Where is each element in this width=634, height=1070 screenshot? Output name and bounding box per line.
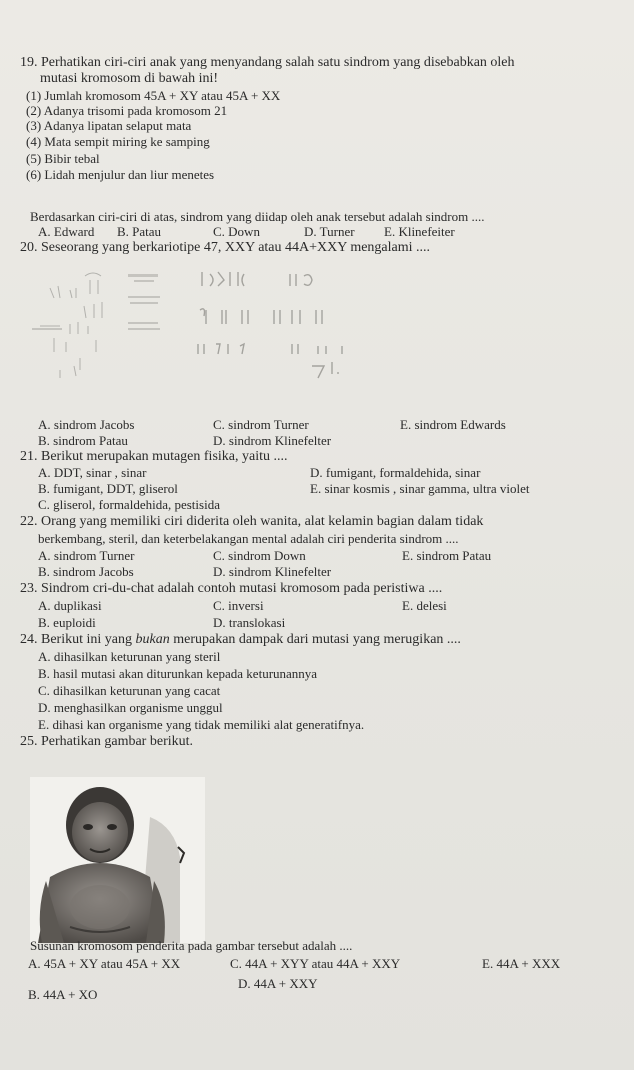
chromosome-sketch bbox=[192, 266, 392, 386]
q23-option-c[interactable]: C. inversi bbox=[213, 598, 264, 613]
q23-option-b[interactable]: B. euploidi bbox=[38, 615, 96, 630]
q21-option-c[interactable]: C. gliserol, formaldehida, pestisida bbox=[38, 497, 220, 512]
q25-option-d[interactable]: D. 44A + XXY bbox=[238, 976, 318, 991]
q19-item-2: (2) Adanya trisomi pada kromosom 21 bbox=[26, 103, 228, 118]
q21-stem: 21. Berikut merupakan mutagen fisika, yaitu .... bbox=[20, 449, 288, 464]
q19-item-5: (5) Bibir tebal bbox=[26, 151, 100, 166]
q24-stem-emphasis: bukan bbox=[135, 632, 170, 647]
q21-option-b[interactable]: B. fumigant, DDT, gliserol bbox=[38, 481, 178, 496]
q25-option-a[interactable]: A. 45A + XY atau 45A + XX bbox=[28, 956, 181, 971]
q24-option-d[interactable]: D. menghasilkan organisme unggul bbox=[38, 700, 223, 715]
q25-prompt: Susunan kromosom penderita pada gambar tersebut adalah .... bbox=[30, 938, 353, 953]
q24-stem-post: merupakan dampak dari mutasi yang merugikan .... bbox=[169, 632, 461, 647]
q22-stem-line2: berkembang, steril, dan keterbelakangan mental adalah ciri penderita sindrom .... bbox=[38, 531, 459, 546]
karyotype-figure bbox=[30, 266, 180, 391]
q19-option-c[interactable]: C. Down bbox=[213, 224, 260, 239]
q19-prompt: Berdasarkan ciri-ciri di atas, sindrom yang diidap oleh anak tersebut adalah sindrom .... bbox=[30, 209, 485, 224]
q19-option-d[interactable]: D. Turner bbox=[304, 224, 355, 239]
q25-option-b[interactable]: B. 44A + XO bbox=[28, 987, 98, 1002]
q22-option-a[interactable]: A. sindrom Turner bbox=[38, 548, 135, 563]
q20-option-a[interactable]: A. sindrom Jacobs bbox=[38, 417, 135, 432]
q22-stem-line1: 22. Orang yang memiliki ciri diderita oleh wanita, alat kelamin bagian dalam tidak bbox=[20, 514, 484, 529]
q19-stem-line1: 19. Perhatikan ciri-ciri anak yang menyandang salah satu sindrom yang disebabkan oleh bbox=[20, 55, 515, 70]
q23-stem: 23. Sindrom cri-du-chat adalah contoh mutasi kromosom pada peristiwa .... bbox=[20, 581, 443, 596]
q19-option-a[interactable]: A. Edward bbox=[38, 224, 95, 239]
q25-stem: 25. Perhatikan gambar berikut. bbox=[20, 734, 194, 749]
q19-item-6: (6) Lidah menjulur dan liur menetes bbox=[26, 167, 215, 182]
q19-option-e[interactable]: E. Klinefeiter bbox=[384, 224, 455, 239]
child-photo bbox=[30, 777, 205, 943]
q19-option-b[interactable]: B. Patau bbox=[117, 224, 162, 239]
q21-option-e[interactable]: E. sinar kosmis , sinar gamma, ultra violet bbox=[310, 481, 530, 496]
q24-stem-pre: 24. Berikut ini yang bbox=[20, 632, 136, 647]
q22-option-d[interactable]: D. sindrom Klinefelter bbox=[213, 564, 332, 579]
q19-item-4: (4) Mata sempit miring ke samping bbox=[26, 134, 210, 149]
q25-option-e[interactable]: E. 44A + XXX bbox=[482, 956, 561, 971]
q25-option-c[interactable]: C. 44A + XYY atau 44A + XXY bbox=[230, 956, 401, 971]
q19-stem-line2: mutasi kromosom di bawah ini! bbox=[40, 71, 219, 86]
q22-option-e[interactable]: E. sindrom Patau bbox=[402, 548, 492, 563]
q20-option-e[interactable]: E. sindrom Edwards bbox=[400, 417, 506, 432]
q24-option-b[interactable]: B. hasil mutasi akan diturunkan kepada keturunannya bbox=[38, 666, 318, 681]
q24-option-c[interactable]: C. dihasilkan keturunan yang cacat bbox=[38, 683, 221, 698]
q20-stem: 20. Seseorang yang berkariotipe 47, XXY atau 44A+XXY mengalami .... bbox=[20, 240, 431, 255]
q21-option-d[interactable]: D. fumigant, formaldehida, sinar bbox=[310, 465, 481, 480]
q21-option-a[interactable]: A. DDT, sinar , sinar bbox=[38, 465, 147, 480]
q23-option-d[interactable]: D. translokasi bbox=[213, 615, 286, 630]
q22-option-c[interactable]: C. sindrom Down bbox=[213, 548, 306, 563]
q20-option-c[interactable]: C. sindrom Turner bbox=[213, 417, 309, 432]
q22-option-b[interactable]: B. sindrom Jacobs bbox=[38, 564, 134, 579]
q19-item-3: (3) Adanya lipatan selaput mata bbox=[26, 118, 192, 133]
q24-option-e[interactable]: E. dihasi kan organisme yang tidak memiliki alat generatifnya. bbox=[38, 717, 365, 732]
q23-option-a[interactable]: A. duplikasi bbox=[38, 598, 102, 613]
q19-item-1: (1) Jumlah kromosom 45A + XY atau 45A + XX bbox=[26, 88, 281, 103]
q20-option-d[interactable]: D. sindrom Klinefelter bbox=[213, 433, 332, 448]
q20-option-b[interactable]: B. sindrom Patau bbox=[38, 433, 128, 448]
q24-stem bbox=[20, 633, 461, 647]
q24-option-a[interactable]: A. dihasilkan keturunan yang steril bbox=[38, 649, 221, 664]
q23-option-e[interactable]: E. delesi bbox=[402, 598, 447, 613]
